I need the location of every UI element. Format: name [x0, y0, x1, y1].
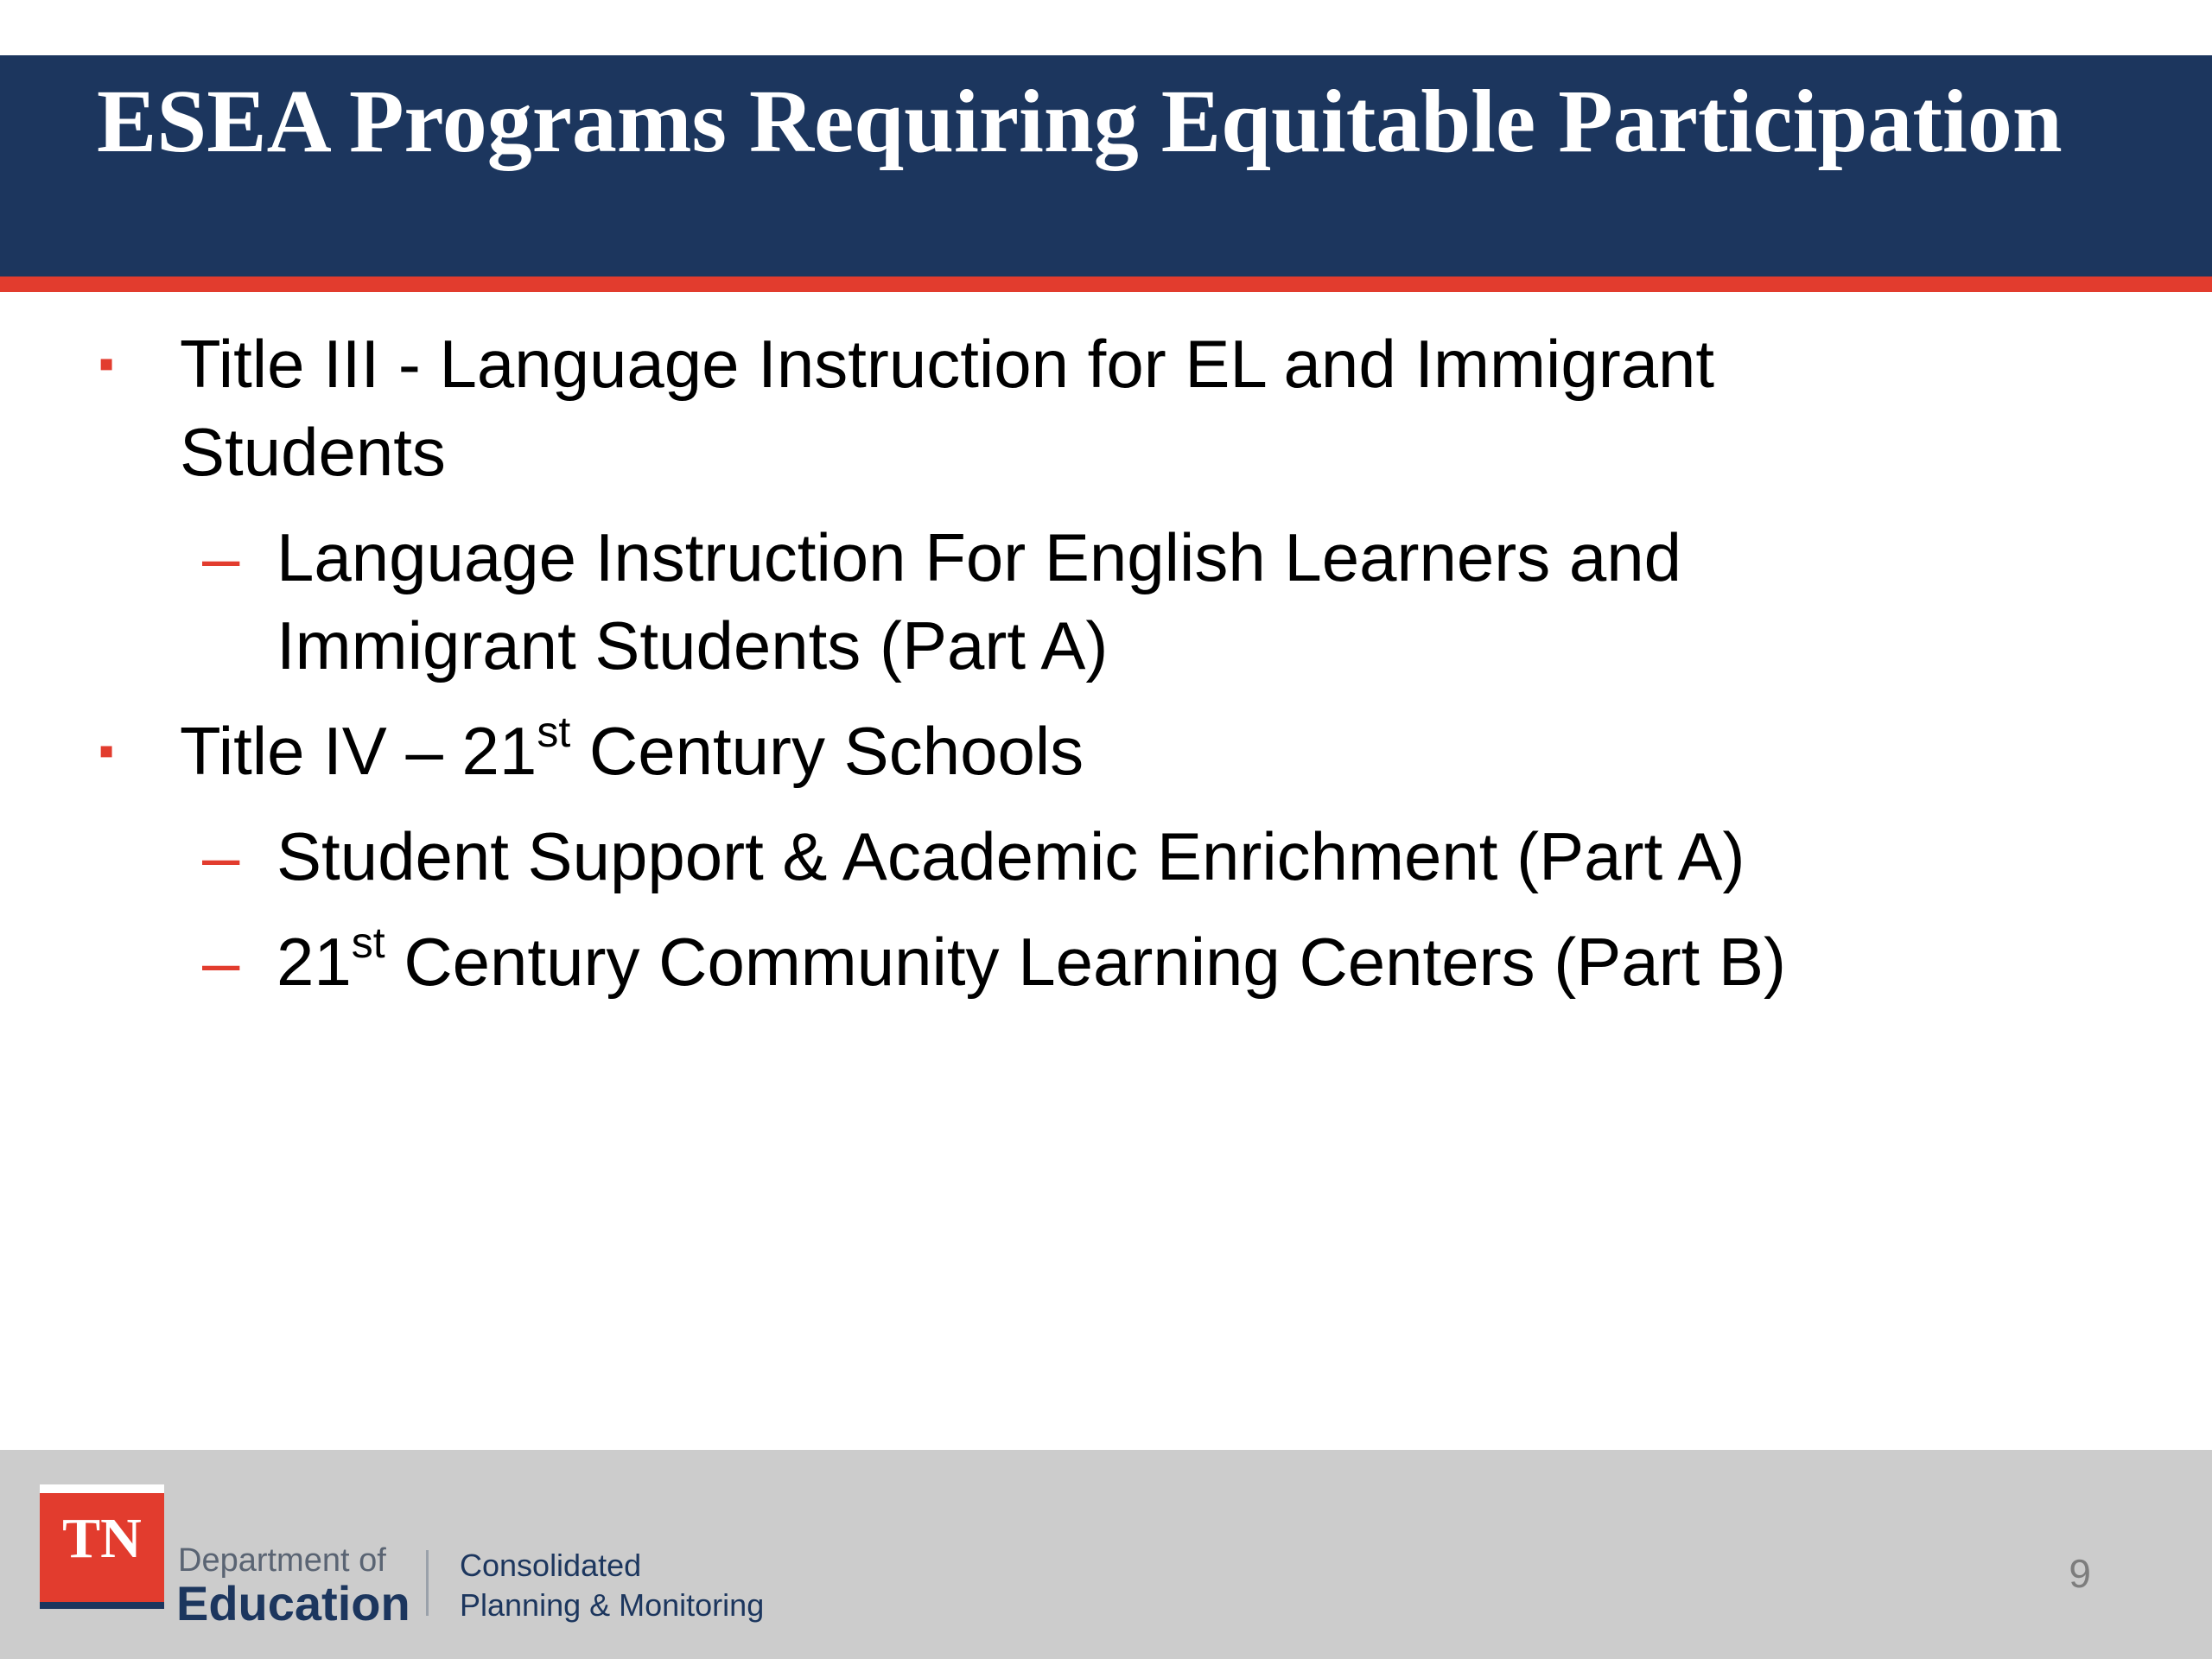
subitem-part-a-el	[0, 513, 1918, 690]
title-bar	[0, 55, 2212, 292]
bullet-item-title-iv	[0, 707, 1908, 795]
subitem-text: Student Support & Academic Enrichment (Part A)	[276, 818, 1745, 894]
slide-content	[0, 320, 2212, 1006]
bullet-text-part: Title IV – 21	[180, 713, 537, 789]
subitem-part-b-cclc	[0, 918, 1918, 1006]
tn-logo	[40, 1484, 164, 1609]
ordinal-suffix: st	[351, 918, 385, 967]
slide-title: ESEA Programs Requiring Equitable Participation	[97, 72, 2063, 171]
footer-divider	[426, 1550, 429, 1616]
tn-logo-text: TN	[62, 1507, 142, 1570]
dept-line1: Department of	[178, 1542, 386, 1579]
program-line1: Consolidated	[460, 1548, 642, 1583]
subitem-text	[276, 918, 1786, 1000]
subitem-text-part: 21	[276, 924, 352, 1000]
bullet-text-part: Century Schools	[570, 713, 1084, 789]
square-bullet-icon: ▪	[99, 726, 115, 776]
dept-line2: Education	[176, 1576, 410, 1630]
subitem-text-part: Century Community Learning Centers (Part B)	[385, 924, 1786, 1000]
subitem-text: Language Instruction For English Learners and Immigrant Students (Part A)	[276, 519, 1682, 683]
ordinal-suffix: st	[537, 708, 571, 756]
dash-bullet-icon: –	[202, 924, 240, 1000]
bullet-text: Title III - Language Instruction for EL and Immigrant Students	[180, 326, 1715, 490]
page-number: 9	[2069, 1551, 2091, 1596]
dash-bullet-icon: –	[202, 818, 240, 894]
bullet-text	[180, 708, 1084, 789]
square-bullet-icon: ▪	[99, 339, 115, 389]
slide-footer	[0, 1450, 2212, 1659]
program-line2: Planning & Monitoring	[460, 1587, 765, 1623]
subitem-part-a-ssae	[0, 812, 1918, 900]
bullet-item-title-iii	[0, 320, 1908, 496]
dash-bullet-icon: –	[202, 519, 240, 595]
